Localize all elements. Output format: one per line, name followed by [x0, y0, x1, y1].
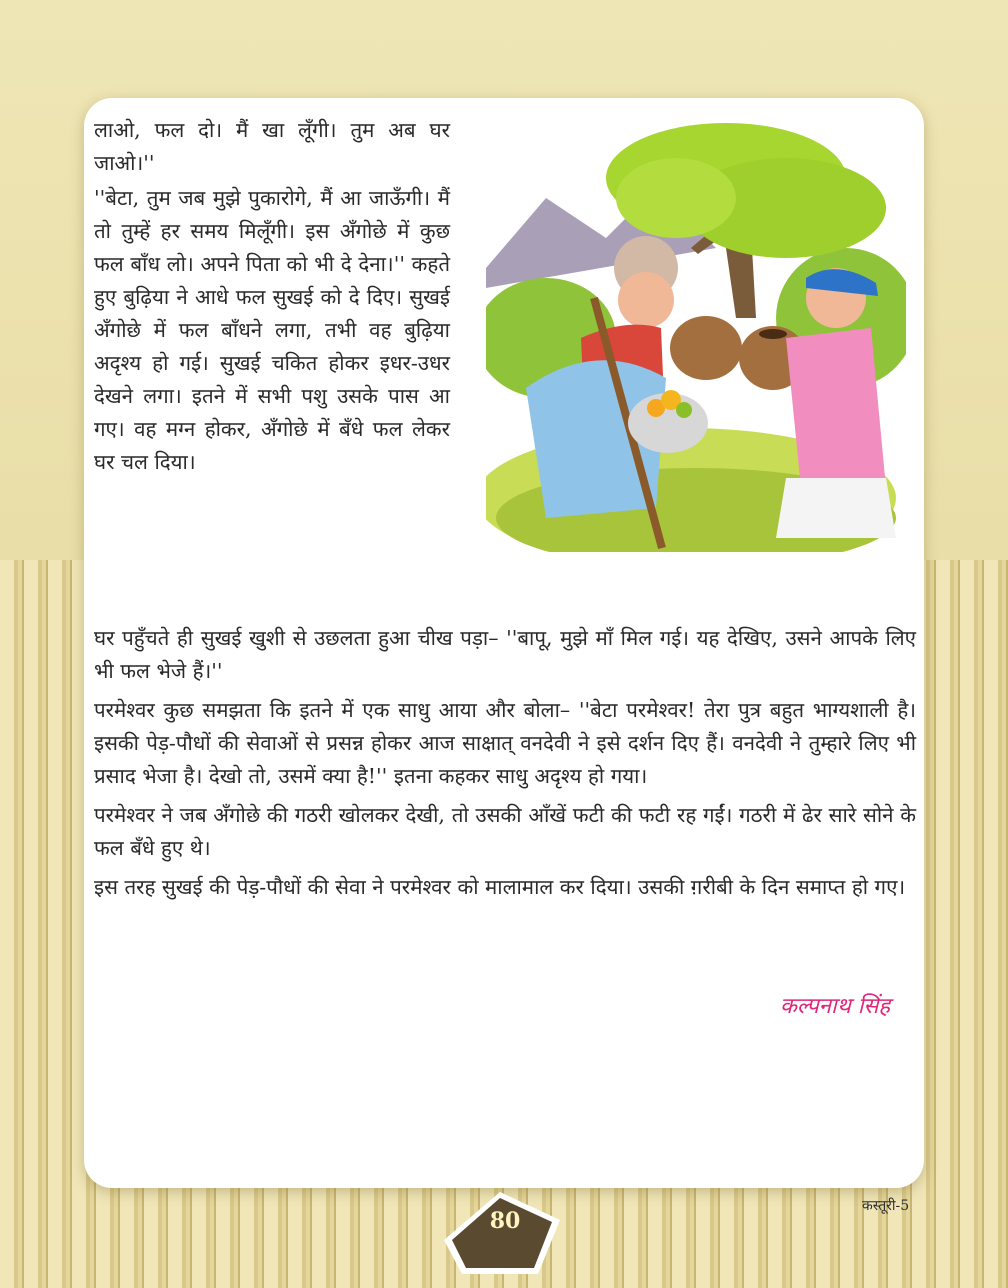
- paragraph: इस तरह सुखई की पेड़-पौधों की सेवा ने परमेश्वर को मालामाल कर दिया। उसकी ग़रीबी के दिन समाप्त हो गए।: [94, 875, 906, 899]
- story-illustration: [486, 118, 906, 552]
- paragraph: ''बेटा, तुम जब मुझे पुकारोगे, मैं आ जाऊँगी। मैं तो तुम्हें हर समय मिलूँगी। इस अँगोछे में कुछ फल बाँध लो। अपने पिता को भी दे देना।'' कहते हुए बुढ़िया ने आधे फल सुखई को दे दिए। सुखई अँगोछे में फल बाँधने लगा, तभी वह बुढ़िया अदृश्य हो गई। सुखई चकित होकर इधर-उधर देखने लगा। इतने में सभी पशु उसके पास आ गए। वह मग्न होकर, अँगोछे में बँधे फल लेकर घर चल दिया।: [94, 186, 450, 474]
- paragraph: परमेश्वर कुछ समझता कि इतने में एक साधु आया और बोला– ''बेटा परमेश्वर! तेरा पुत्र बहुत भाग्यशाली है। इसकी पेड़-पौधों की सेवाओं से प्रसन्न होकर आज साक्षात् वनदेवी ने इसे दर्शन दिए हैं। वनदेवी ने तुम्हारे लिए भी प्रसाद भेजा है। देखो तो, उसमें क्या है!'' इतना कहकर साधु अदृश्य हो गया।: [94, 698, 917, 788]
- page-number-badge: [440, 1190, 570, 1280]
- left-column-text: [94, 114, 450, 481]
- paragraph: परमेश्वर ने जब अँगोछे की गठरी खोलकर देखी, तो उसकी आँखें फटी की फटी रह गईं। गठरी में ढेर सारे सोने के फल बँधे हुए थे।: [94, 803, 916, 860]
- author-name: कल्पनाथ सिंह: [779, 994, 890, 1019]
- paragraph: घर पहुँचते ही सुखई खुशी से उछलता हुआ चीख पड़ा– ''बापू, मुझे माँ मिल गई। यह देखिए, उसने आपके लिए भी फल भेजे हैं।'': [94, 626, 916, 683]
- paragraph: लाओ, फल दो। मैं खा लूँगी। तुम अब घर जाओ।'': [94, 118, 450, 175]
- book-label: कस्तूरी-5: [862, 1198, 910, 1214]
- body-text: [94, 622, 916, 906]
- page-number: 80: [489, 1208, 521, 1234]
- page-badge-shape: [440, 1190, 570, 1280]
